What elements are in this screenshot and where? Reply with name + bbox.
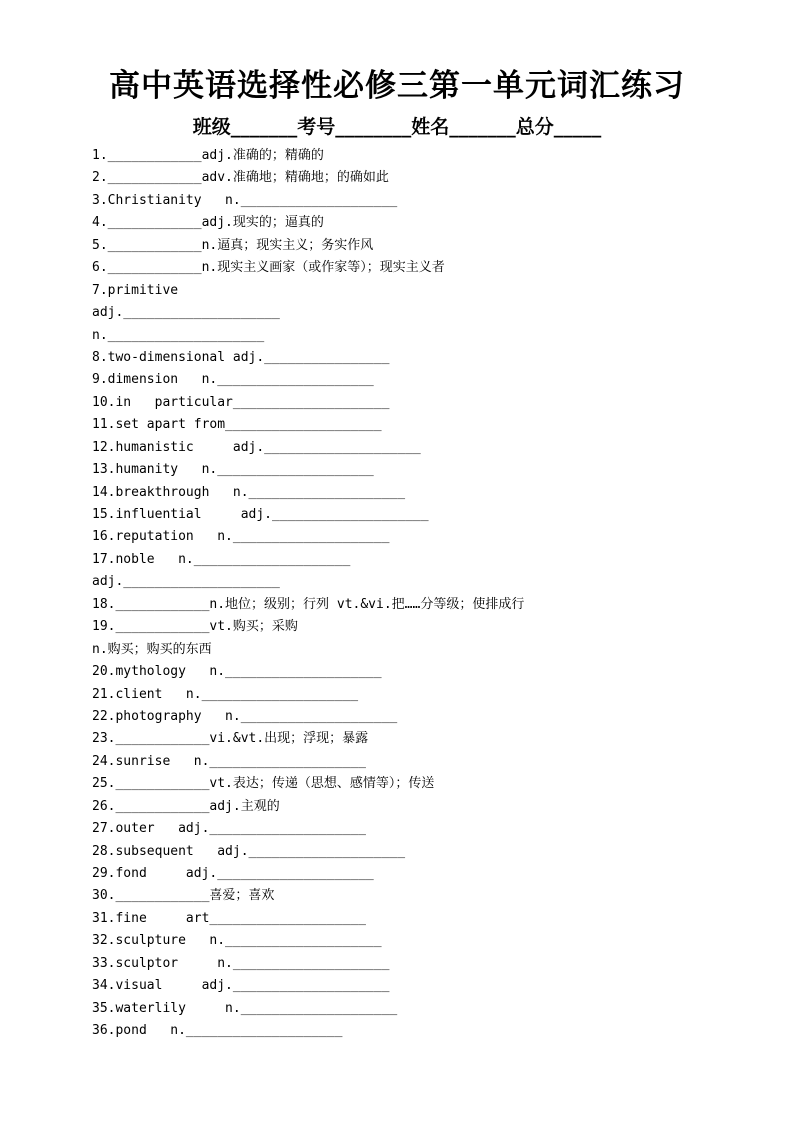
vocab-item: 15.influential adj.____________________ xyxy=(92,507,429,522)
vocab-item: 13.humanity n.____________________ xyxy=(92,462,374,478)
vocab-item: 16.reputation n.____________________ xyxy=(92,529,390,545)
vocab-item: 20.mythology n.____________________ xyxy=(92,664,382,680)
vocab-item: 28.subsequent adj.____________________ xyxy=(92,843,406,859)
vocab-item: 34.visual adj.____________________ xyxy=(92,978,390,994)
worksheet-title: 高中英语选择性必修三第一单元词汇练习 xyxy=(109,68,685,104)
vocab-item: 36.pond n.____________________ xyxy=(92,1023,343,1039)
vocab-item: 18.____________n.地位；级别；行列 vt.&vi.把……分等级；使排成行 xyxy=(92,596,525,612)
vocab-item: 1.____________adj.准确的；精确的 xyxy=(92,148,324,163)
vocab-item: 22.photography n.____________________ xyxy=(92,708,398,724)
vocabulary-list xyxy=(92,145,772,1043)
vocab-item: 21.client n.____________________ xyxy=(92,686,359,702)
vocab-item: 33.sculptor n.____________________ xyxy=(92,955,390,971)
vocab-item: n.购买；购买的东西 xyxy=(92,641,212,657)
vocab-item: 10.in particular____________________ xyxy=(92,394,390,410)
vocab-item: 6.____________n.现实主义画家（或作家等）；现实主义者 xyxy=(92,260,445,276)
vocab-item: 29.fond adj.____________________ xyxy=(92,866,374,881)
vocab-item: 9.dimension n.____________________ xyxy=(92,372,374,388)
vocab-item: 7.primitive xyxy=(92,282,179,298)
vocab-item: 26.____________adj.主观的 xyxy=(92,798,280,814)
vocab-item: 11.set apart from____________________ xyxy=(92,417,382,433)
vocab-item: 4.____________adj.现实的；逼真的 xyxy=(92,215,324,231)
vocab-item: 19.____________vt.购买；采购 xyxy=(92,619,298,635)
vocab-item: 25.____________vt.表达；传递（思想、感情等）；传送 xyxy=(92,776,435,792)
vocab-item: 5.____________n.逼真；现实主义；务实作风 xyxy=(92,237,374,253)
vocab-item: 17.noble n.____________________ xyxy=(92,551,351,567)
vocab-item: 24.sunrise n.____________________ xyxy=(92,753,366,769)
vocab-item: 27.outer adj.____________________ xyxy=(92,821,366,837)
vocab-item: 30.____________喜爱；喜欢 xyxy=(92,888,275,904)
vocab-item: 31.fine art____________________ xyxy=(92,910,366,926)
vocab-item: 14.breakthrough n.____________________ xyxy=(92,484,406,500)
student-info-line: 班级_______考号________姓名_______总分_____ xyxy=(192,116,602,138)
vocab-item: adj.____________________ xyxy=(92,305,280,321)
vocab-item: 32.sculpture n.____________________ xyxy=(92,933,382,949)
vocab-item: n.____________________ xyxy=(92,327,265,343)
vocab-item: 3.Christianity n.____________________ xyxy=(92,192,398,208)
vocab-item: adj.____________________ xyxy=(92,574,280,590)
vocab-item: 2.____________adv.准确地；精确地；的确如此 xyxy=(92,170,389,186)
vocab-item: 35.waterlily n.____________________ xyxy=(92,1000,398,1016)
vocab-item: 8.two-dimensional adj.________________ xyxy=(92,349,390,365)
vocab-item: 12.humanistic adj.____________________ xyxy=(92,439,421,455)
vocab-item: 23.____________vi.&vt.出现；浮现；暴露 xyxy=(92,731,369,747)
